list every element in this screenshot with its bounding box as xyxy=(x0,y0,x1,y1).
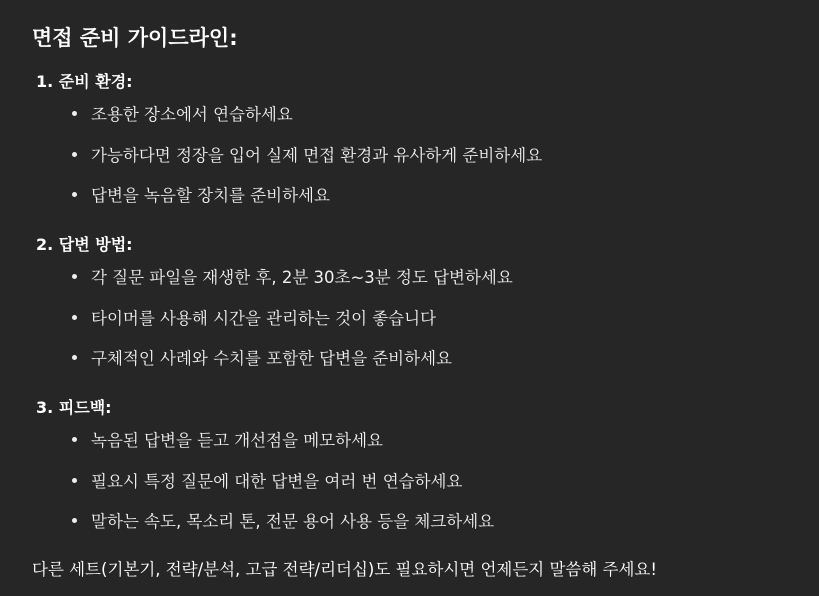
list-item xyxy=(72,264,513,288)
bullet-icon xyxy=(72,315,77,320)
list-item-text: 타이머를 사용해 시간을 관리하는 것이 좋습니다 xyxy=(91,309,437,328)
list-item xyxy=(72,345,452,369)
list-item-text: 말하는 속도, 목소리 톤, 전문 용어 사용 등을 체크하세요 xyxy=(91,512,495,531)
section-heading-answer-method: 2. 답변 방법: xyxy=(36,235,133,254)
list-item-text: 각 질문 파일을 재생한 후, 2분 30초~3분 정도 답변하세요 xyxy=(91,268,513,287)
bullet-icon xyxy=(72,111,77,116)
page-title: 면접 준비 가이드라인: xyxy=(32,26,238,50)
list-item-text: 가능하다면 정장을 입어 실제 면접 환경과 유사하게 준비하세요 xyxy=(91,146,543,165)
list-item xyxy=(72,101,293,125)
list-item-text: 답변을 녹음할 장치를 준비하세요 xyxy=(91,186,330,205)
bullet-icon xyxy=(72,437,77,442)
bullet-icon xyxy=(72,355,77,360)
section-heading-feedback: 3. 피드백: xyxy=(36,398,112,417)
closing-note: 다른 세트(기본기, 전략/분석, 고급 전략/리더십)도 필요하시면 언제든지 말씀해 주세요! xyxy=(32,560,657,579)
section-heading-preparation: 1. 준비 환경: xyxy=(36,72,133,91)
bullet-icon xyxy=(72,518,77,523)
list-item xyxy=(72,508,494,532)
bullet-icon xyxy=(72,478,77,483)
list-item xyxy=(72,305,436,329)
list-item xyxy=(72,142,542,166)
bullet-icon xyxy=(72,192,77,197)
list-item-text: 녹음된 답변을 듣고 개선점을 메모하세요 xyxy=(91,431,383,450)
list-item-text: 구체적인 사례와 수치를 포함한 답변을 준비하세요 xyxy=(91,349,452,368)
list-item-text: 조용한 장소에서 연습하세요 xyxy=(91,105,293,124)
bullet-icon xyxy=(72,152,77,157)
bullet-icon xyxy=(72,274,77,279)
list-item-text: 필요시 특정 질문에 대한 답변을 여러 번 연습하세요 xyxy=(91,472,463,491)
list-item xyxy=(72,468,462,492)
list-item xyxy=(72,182,330,206)
list-item xyxy=(72,427,383,451)
